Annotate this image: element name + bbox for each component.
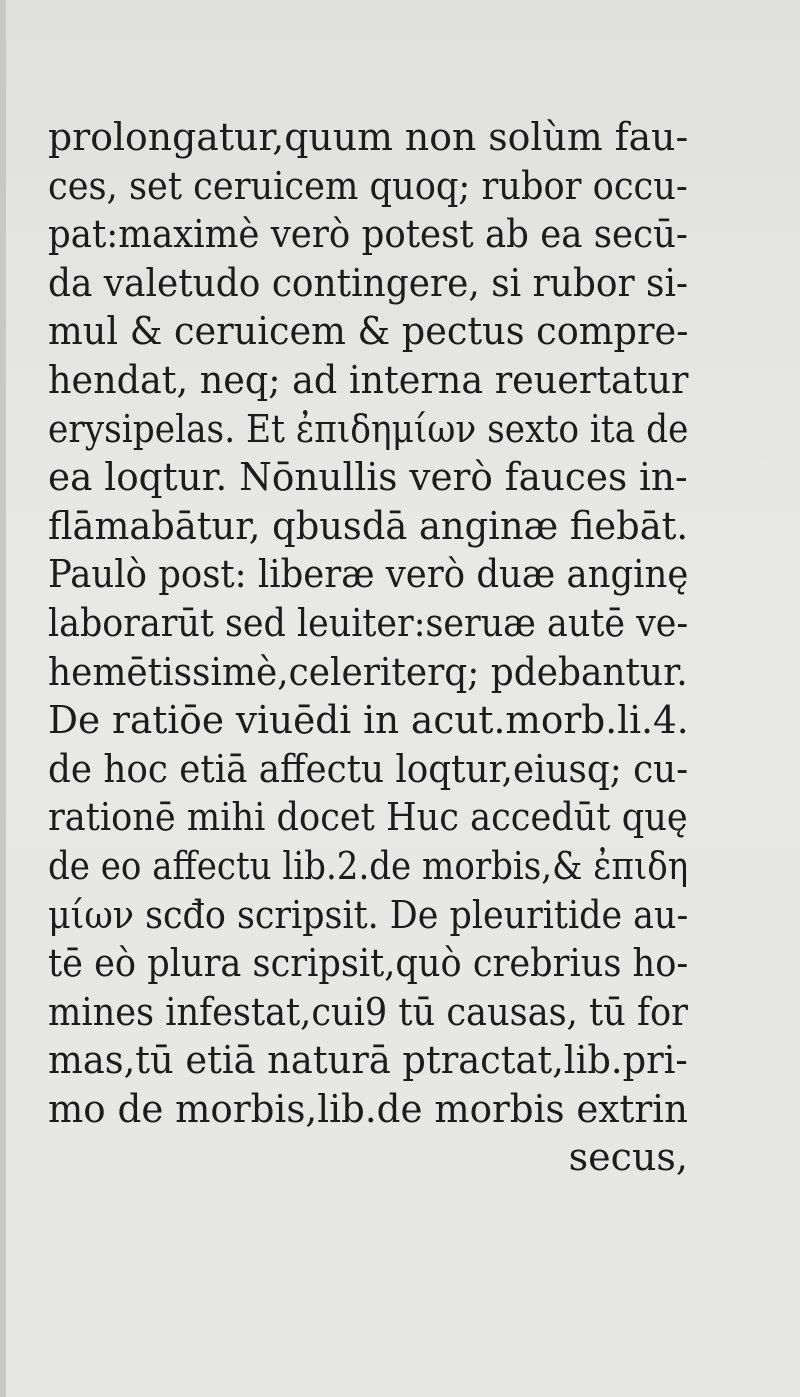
text-line: erysipelas. Et ἐπιδημίων sexto ita de — [48, 406, 689, 451]
text-line: ea loqtur. Nōnullis verò fauces in- — [48, 455, 688, 500]
text-line: prolongatur,quum non solùm fau- — [48, 115, 689, 159]
text-line: tē eò plura scripsit,quò crebrius ho- — [48, 941, 689, 986]
text-line: Paulò post: liberæ verò duæ anginę — [48, 552, 689, 597]
text-line: pat:maximè verò potest ab ea secū- — [48, 212, 688, 257]
text-line: mines infestat,cui9 tū causas, tū for — [48, 989, 688, 1034]
text-line: hemētissimè,celeriterq; pdebantur. — [48, 649, 688, 694]
text-line: laborarūt sed leuiter:seruæ autē ve- — [48, 600, 689, 645]
text-line: ces, set ceruicem quoq; rubor occu- — [48, 163, 688, 208]
page-gutter — [0, 0, 6, 1397]
text-line: flāmabātur, qbusdā anginæ fiebāt. — [48, 503, 689, 548]
catchword: secus, — [568, 1135, 688, 1180]
text-line: De ratiōe viuēdi in acut.morb.li.4. — [48, 698, 689, 743]
body-text — [48, 113, 688, 1182]
text-line: de eo affectu lib.2.de morbis,& ἐπιδη — [48, 843, 689, 888]
text-line: hendat, neq; ad interna reuertatur — [48, 357, 689, 402]
text-line: μίων scđo scripsit. De pleuritide au- — [48, 892, 689, 937]
text-line: de hoc etiā affectu loqtur,eiusq; cu- — [48, 746, 689, 791]
text-line: da valetudo contingere, si rubor si- — [48, 260, 689, 305]
text-line: mo de morbis,lib.de morbis extrin — [48, 1086, 689, 1131]
text-line: rationē mihi docet Huc accedūt quę — [48, 795, 688, 840]
text-line: mas,tū etiā naturā ptractat,lib.pri- — [48, 1038, 688, 1083]
text-line: mul & ceruicem & pectus compre- — [48, 309, 689, 354]
